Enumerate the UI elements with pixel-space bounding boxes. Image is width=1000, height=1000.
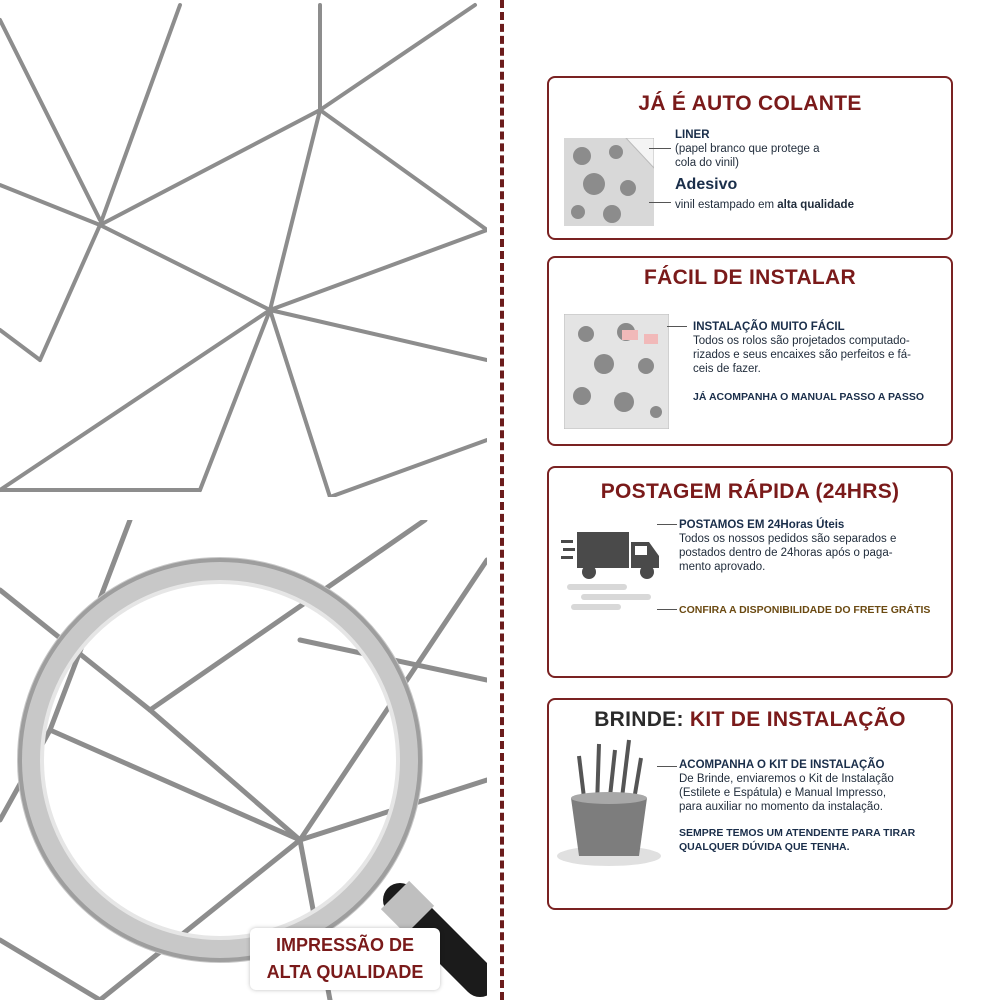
liner-label: LINER: [675, 129, 710, 141]
wallpaper-panel-icon: [564, 314, 669, 429]
card-title: FÁCIL DE INSTALAR: [644, 266, 856, 289]
card-title-main: KIT DE INSTALAÇÃO: [689, 708, 906, 731]
adesivo-label: Adesivo: [675, 176, 738, 193]
kit-heading: ACOMPANHA O KIT DE INSTALAÇÃO: [679, 759, 885, 771]
badge-line-2: ALTA QUALIDADE: [266, 962, 424, 982]
kit-desc-3: para auxiliar no momento da instalação.: [679, 801, 883, 813]
install-desc-3: ceis de fazer.: [693, 363, 761, 375]
adesivo-desc-text: vinil estampado em: [675, 199, 778, 211]
wallpaper-roll-icon: [564, 138, 654, 226]
badge-line-1: IMPRESSÃO DE: [275, 935, 415, 955]
adesivo-desc-strong: alta qualidade: [777, 199, 854, 211]
card-title: POSTAGEM RÁPIDA (24HRS): [600, 480, 900, 503]
geometric-pattern: [0, 0, 487, 497]
postagem-desc-1: Todos os nossos pedidos são separados e: [679, 533, 897, 545]
install-heading: INSTALAÇÃO MUITO FÁCIL: [693, 321, 845, 333]
postagem-heading: POSTAMOS EM 24Horas Úteis: [679, 519, 845, 531]
card-facil-instalar: [547, 256, 953, 446]
card-title: JÁ É AUTO COLANTE: [638, 92, 862, 115]
card-postagem: [547, 466, 953, 678]
card-brinde: [547, 698, 953, 910]
card-auto-colante: [547, 76, 953, 240]
liner-desc-1: (papel branco que protege a: [675, 143, 820, 155]
liner-desc-2: cola do vinil): [675, 157, 739, 169]
atendente-note-2: QUALQUER DÚVIDA QUE TENHA.: [679, 841, 850, 853]
frete-note: CONFIRA A DISPONIBILIDADE DO FRETE GRÁTIS: [679, 604, 931, 616]
pattern-preview-top: [0, 0, 487, 497]
kit-desc-2: (Estilete e Espátula) e Manual Impresso,: [679, 787, 887, 799]
postagem-desc-3: mento aprovado.: [679, 561, 766, 573]
adesivo-desc: [675, 198, 854, 212]
dashed-divider: [500, 0, 508, 1000]
tool-cup-icon: [555, 736, 663, 866]
card-title-prefix: BRINDE:: [594, 708, 690, 731]
atendente-note-1: SEMPRE TEMOS UM ATENDENTE PARA TIRAR: [679, 827, 916, 839]
install-desc-1: Todos os rolos são projetados computado-: [693, 335, 910, 347]
install-desc-2: rizados e seus encaixes são perfeitos e fá-: [693, 349, 911, 361]
card-title: [549, 708, 951, 732]
kit-desc-1: De Brinde, enviaremos o Kit de Instalação: [679, 773, 894, 785]
manual-note: JÁ ACOMPANHA O MANUAL PASSO A PASSO: [693, 391, 925, 403]
postagem-desc-2: postados dentro de 24horas após o paga-: [679, 547, 893, 559]
delivery-truck-icon: [561, 526, 666, 614]
quality-badge: [250, 928, 440, 990]
